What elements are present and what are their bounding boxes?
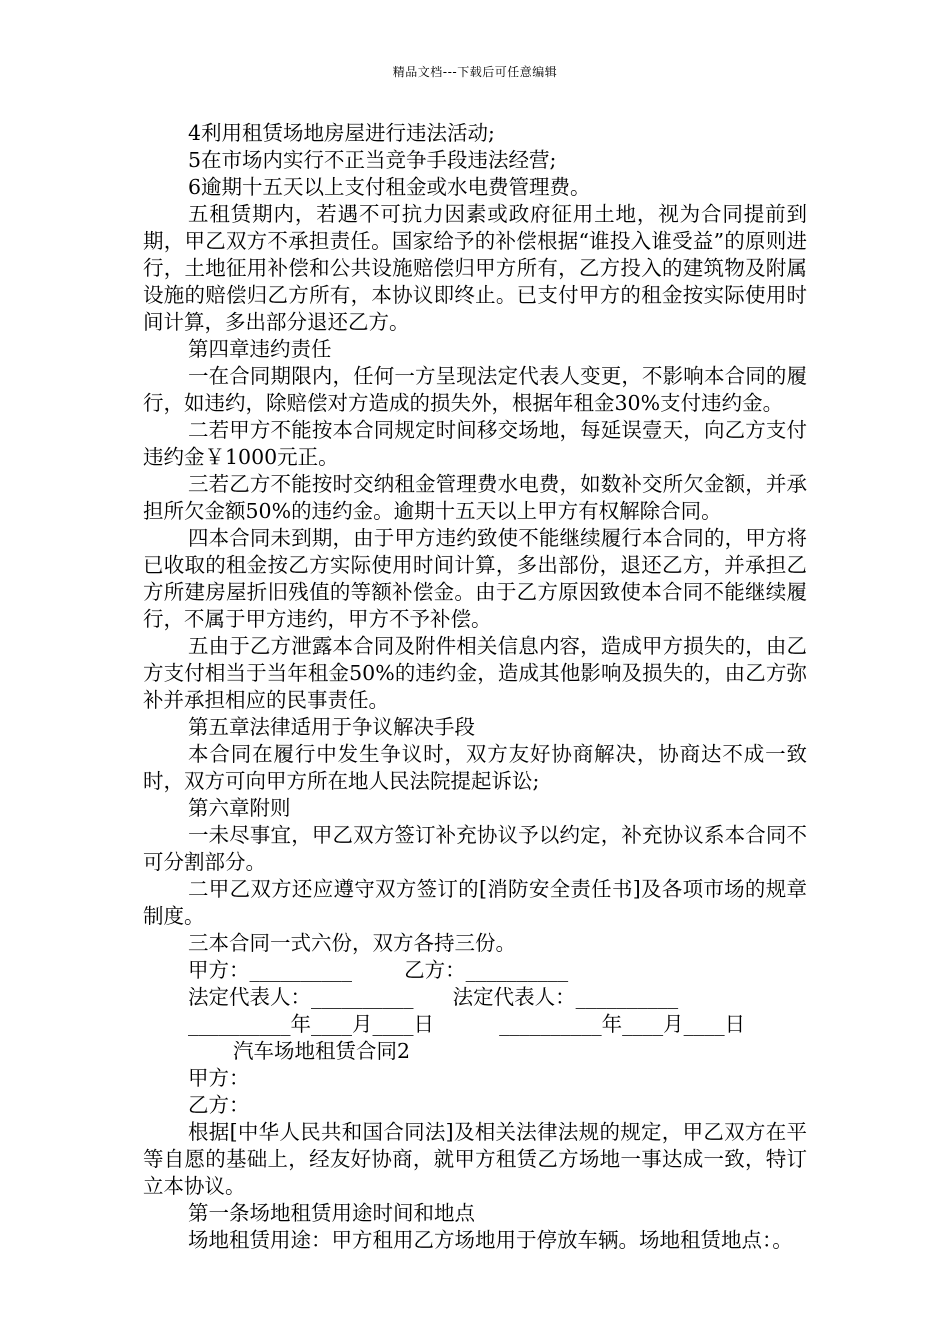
document-body — [143, 120, 807, 1254]
paragraph-appendix-3: 三本合同一式六份，双方各持三份。 — [188, 931, 516, 955]
chapter-heading-5: 第五章法律适用于争议解决手段 — [188, 715, 475, 739]
paragraph-breach-5: 五由于乙方泄露本合同及附件相关信息内容，造成甲方损失的，由乙方支付相当于当年租金50%的违约金，造成其他影响及损失的，由乙方弥补并承担相应的民事责任。 — [143, 634, 807, 712]
signature-representatives-line: 法定代表人：__________ 法定代表人：__________ — [188, 985, 679, 1009]
contract-2-title: 汽车场地租赁合同2 — [233, 1039, 411, 1063]
paragraph-list-item-6: 6逾期十五天以上支付租金或水电费管理费。 — [188, 175, 591, 199]
paragraph-clause-5: 五租赁期内，若遇不可抗力因素或政府征用土地，视为合同提前到期，甲乙双方不承担责任。国家给予的补偿根据“谁投入谁受益”的原则进行，土地征用补偿和公共设施赔偿归甲方所有，乙方投入的建筑物及附属设施的赔偿归乙方所有，本协议即终止。已支付甲方的租金按实际使用时间计算，多出部分退还乙方。 — [143, 202, 807, 334]
signature-date-line: __________年____月____日 __________年____月____日 — [188, 1012, 746, 1036]
paragraph-appendix-2: 二甲乙双方还应遵守双方签订的[消防安全责任书]及各项市场的规章制度。 — [143, 877, 807, 928]
paragraph-lease-purpose: 场地租赁用途：甲方租用乙方场地用于停放车辆。场地租赁地点：。 — [188, 1228, 793, 1252]
paragraph-preamble: 根据[中华人民共和国合同法]及相关法律法规的规定，甲乙双方在平等自愿的基础上，经友好协商，就甲方租赁乙方场地一事达成一致，特订立本协议。 — [143, 1120, 807, 1198]
paragraph-breach-4: 四本合同未到期，由于甲方违约致使不能继续履行本合同的，甲方将已收取的租金按乙方实际使用时间计算，多出部份，退还乙方，并承担乙方所建房屋折旧残值的等额补偿金。由于乙方原因致使本合同不能继续履行，不属于甲方违约，甲方不予补偿。 — [143, 526, 807, 631]
paragraph-breach-3: 三若乙方不能按时交纳租金管理费水电费，如数补交所欠金额，并承担所欠金额50%的违约金。逾期十五天以上甲方有权解除合同。 — [143, 472, 807, 523]
paragraph-list-item-4: 4利用租赁场地房屋进行违法活动; — [188, 121, 495, 145]
paragraph-dispute: 本合同在履行中发生争议时，双方友好协商解决，协商达不成一致时，双方可向甲方所在地人民法院提起诉讼; — [143, 742, 807, 793]
paragraph-breach-2: 二若甲方不能按本合同规定时间移交场地，每延误壹天，向乙方支付违约金￥1000元正。 — [143, 418, 807, 469]
paragraph-appendix-1: 一未尽事宜，甲乙双方签订补充协议予以约定，补充协议系本合同不可分割部分。 — [143, 823, 807, 874]
signature-parties-line: 甲方：__________ 乙方：__________ — [188, 958, 569, 982]
article-heading-1: 第一条场地租赁用途时间和地点 — [188, 1201, 475, 1225]
chapter-heading-4: 第四章违约责任 — [188, 337, 332, 361]
page-header: 精品文档---下载后可任意编辑 — [392, 65, 558, 79]
paragraph-breach-1: 一在合同期限内，任何一方呈现法定代表人变更，不影响本合同的履行，如违约，除赔偿对方造成的损失外，根据年租金30%支付违约金。 — [143, 364, 807, 415]
chapter-heading-6: 第六章附则 — [188, 796, 291, 820]
party-a-line: 甲方： — [188, 1066, 250, 1090]
paragraph-list-item-5: 5在市场内实行不正当竞争手段违法经营; — [188, 148, 557, 172]
party-b-line: 乙方： — [188, 1093, 250, 1117]
